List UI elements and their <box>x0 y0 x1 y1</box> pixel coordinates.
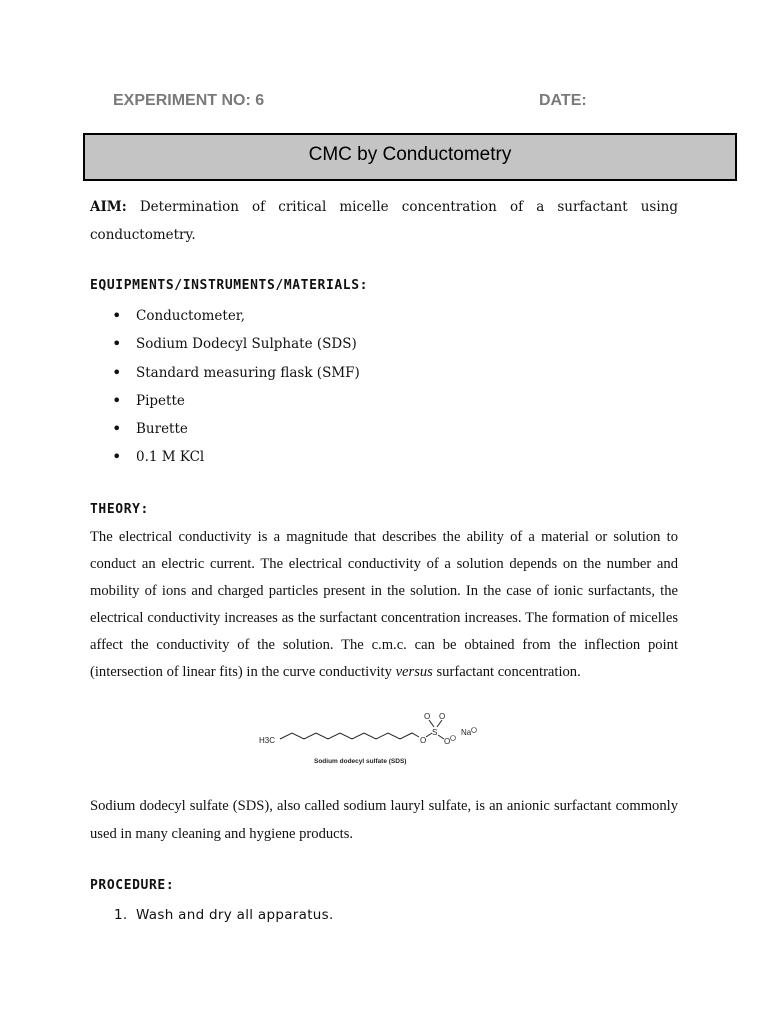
oxygen-label: O <box>420 736 427 745</box>
procedure-list <box>114 902 334 928</box>
alkyl-chain <box>280 733 419 739</box>
list-item: • 0.1 M KCl <box>112 443 360 471</box>
equipment-heading: EQUIPMENTS/INSTRUMENTS/MATERIALS: <box>90 278 369 293</box>
theory-text-end: surfactant concentration. <box>432 664 581 680</box>
list-item: • Conductometer, <box>112 302 360 330</box>
oxygen-label: O <box>444 737 451 746</box>
sds-paragraph <box>90 792 678 848</box>
oxygen-label: O <box>439 712 446 721</box>
equipment-list <box>112 302 360 472</box>
list-item: • Pipette <box>112 387 360 415</box>
page-title: CMC by Conductometry <box>308 144 512 165</box>
list-item: • Sodium Dodecyl Sulphate (SDS) <box>112 330 360 358</box>
list-item <box>114 902 334 928</box>
sulfur-label: S <box>432 728 438 737</box>
figure-caption: Sodium dodecyl sulfate (SDS) <box>314 758 407 765</box>
step-text: Wash and dry all apparatus. <box>136 907 334 923</box>
list-item: • Standard measuring flask (SMF) <box>112 359 360 387</box>
negative-charge-icon <box>451 736 456 741</box>
s-o-bond-upper-right <box>437 720 442 727</box>
aim-label: AIM: <box>90 199 127 215</box>
s-o-bond-upper-left <box>429 720 434 727</box>
aim-text: Determination of critical micelle concentration of a surfactant using conductometry. <box>90 199 679 243</box>
sds-structure-figure <box>256 708 480 770</box>
experiment-number: EXPERIMENT NO: 6 <box>113 92 265 109</box>
oxygen-label: O <box>424 712 431 721</box>
h3c-label: H3C <box>259 736 276 745</box>
na-label: Na <box>461 728 472 737</box>
step-number: 1. <box>114 907 128 923</box>
theory-text: The electrical conductivity is a magnitude that describes the ability of a material or solution to conduct an electric current. The electrical conductivity of a solution depends on the number and mobility of ions and charged particles present in the solution. In the case of ionic surfactants, the electrical conductivity increases as the surfactant concentration increases. The formation of micelles affect the conductivity of the solution. The c.m.c. can be obtained from the inflection point (intersection of linear fits) in the curve conductivity <box>90 529 678 680</box>
title-banner <box>83 133 737 181</box>
procedure-heading: PROCEDURE: <box>90 878 175 893</box>
sds-paragraph-text: Sodium dodecyl sulfate (SDS), also called sodium lauryl sulfate, is an anionic surfactant commonly used in many cleaning and hygiene products. <box>90 798 678 842</box>
list-item: • Burette <box>112 415 360 443</box>
positive-charge-icon <box>472 728 477 733</box>
theory-italic: versus <box>395 664 433 680</box>
aim-paragraph <box>90 193 678 249</box>
theory-heading: THEORY: <box>90 502 149 517</box>
date-label: DATE: <box>539 92 587 109</box>
theory-paragraph <box>90 524 678 686</box>
